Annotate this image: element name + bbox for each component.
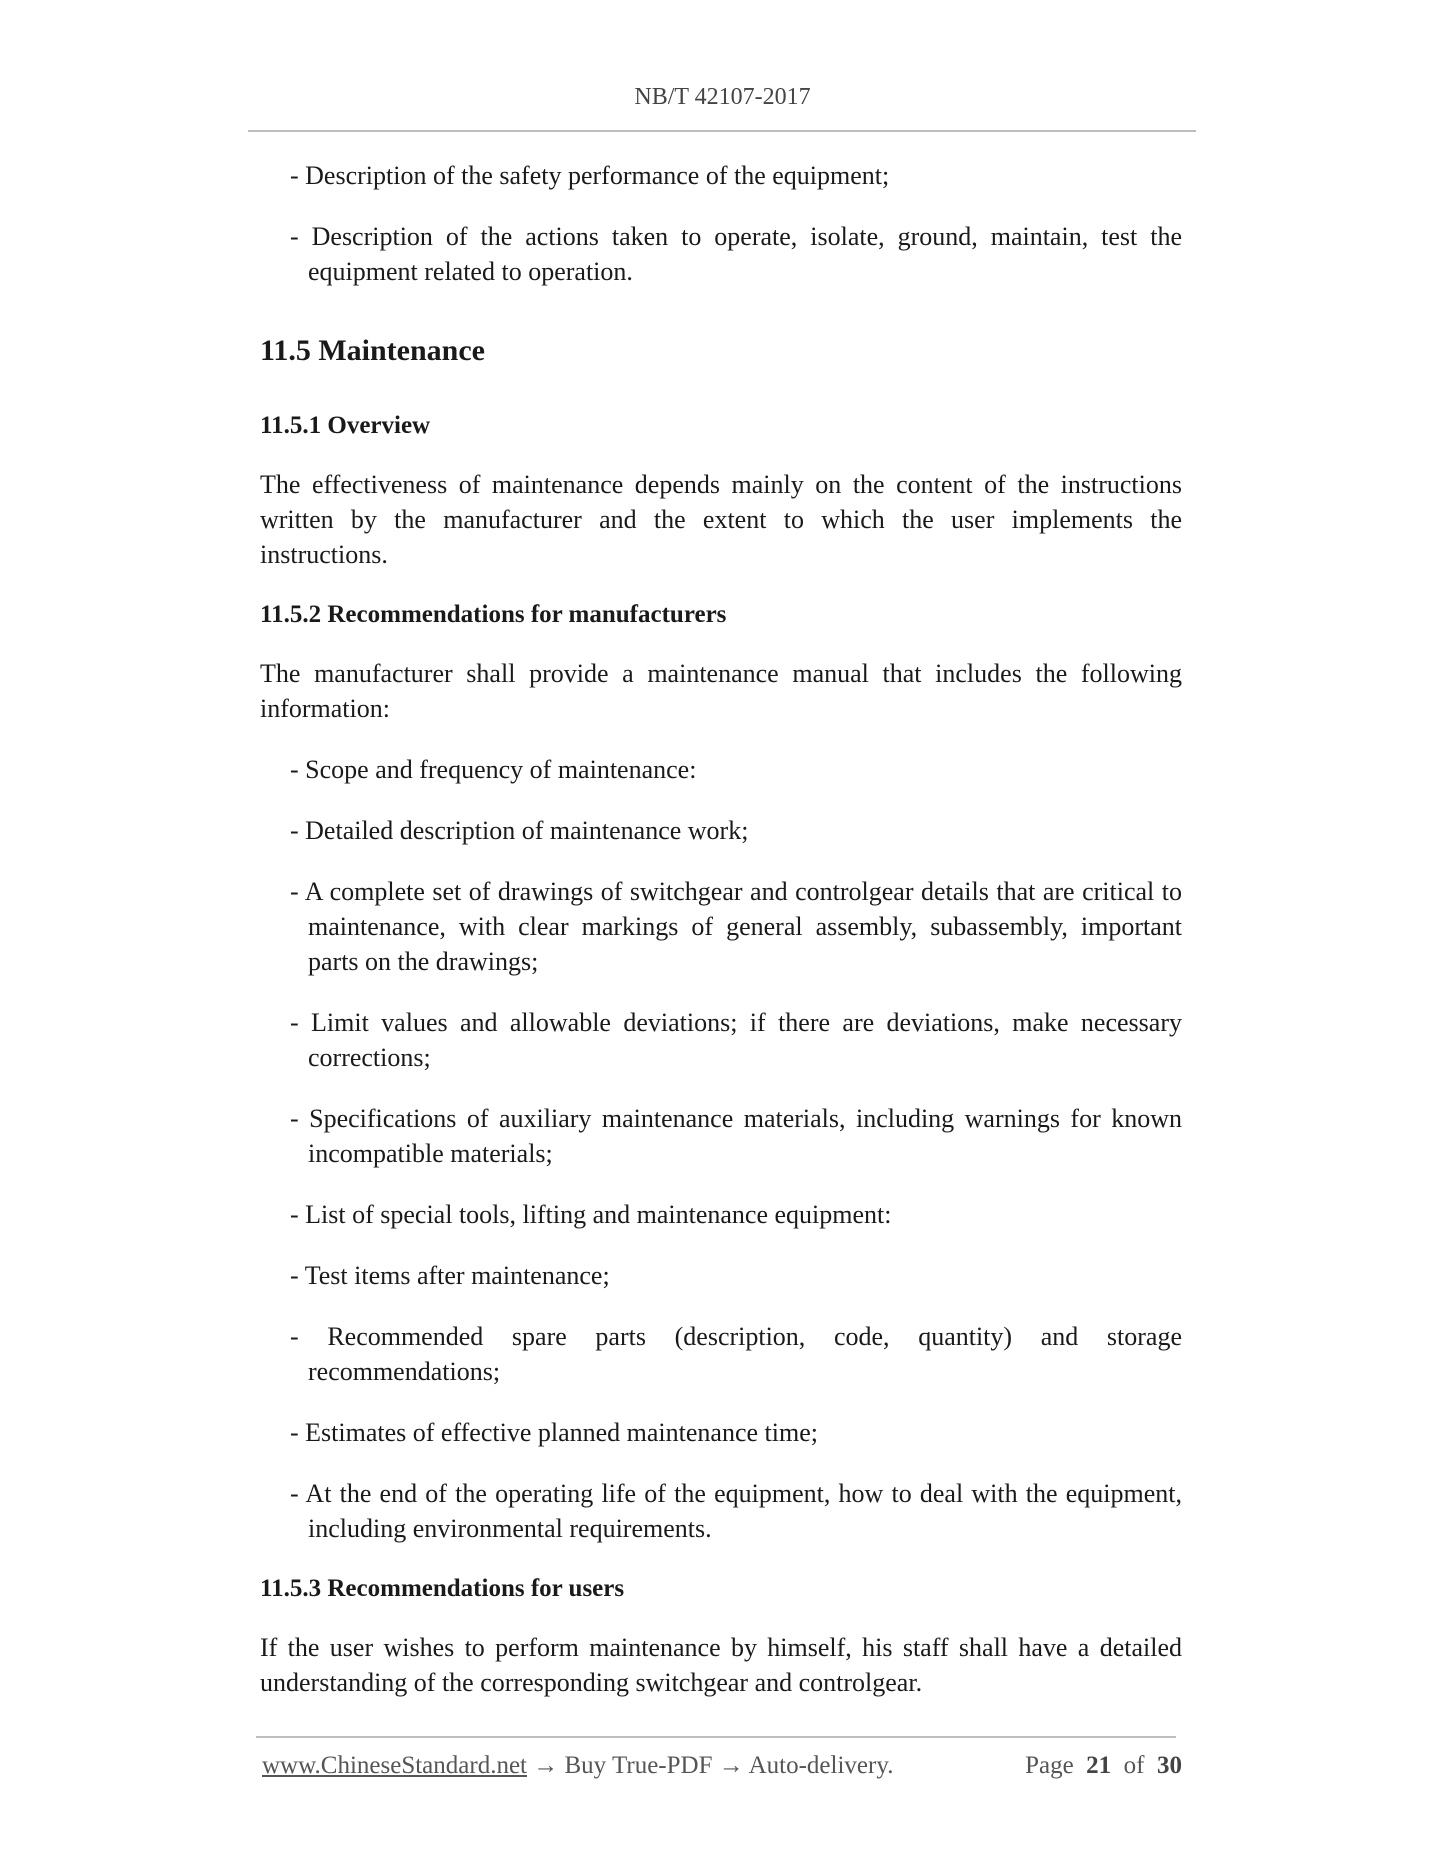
- manufacturers-intro-paragraph: The manufacturer shall provide a maintenance manual that includes the following information:: [260, 659, 1182, 723]
- document-code-header: NB/T 42107-2017: [634, 84, 811, 110]
- list-item: - Detailed description of maintenance work;: [290, 816, 749, 845]
- intro-bullet: - Description of the actions taken to operate, isolate, ground, maintain, test the equipment related to operation.: [290, 222, 1182, 286]
- page-footer: [262, 1752, 1182, 1786]
- site-link[interactable]: www.ChineseStandard.net: [262, 1752, 527, 1779]
- list-item: - A complete set of drawings of switchgear and controlgear details that are critical to maintenance, with clear markings of general assembly, subassembly, important parts on the drawings;: [290, 877, 1182, 976]
- list-item: - Estimates of effective planned maintenance time;: [290, 1418, 818, 1447]
- subsection-heading-users: 11.5.3 Recommendations for users: [260, 1575, 625, 1602]
- page-total: 30: [1157, 1752, 1182, 1779]
- section-heading-maintenance: 11.5 Maintenance: [260, 334, 485, 367]
- manufacturer-requirements-list: [260, 752, 1182, 1546]
- header-divider: [248, 130, 1196, 132]
- list-item: - At the end of the operating life of the equipment, how to deal with the equipment, including environmental requirements.: [290, 1479, 1182, 1543]
- intro-bullet: - Description of the safety performance of the equipment;: [290, 161, 890, 190]
- users-paragraph: If the user wishes to perform maintenance by himself, his staff shall have a detailed understanding of the corresponding switchgear and controlgear.: [260, 1633, 1182, 1697]
- subsection-heading-manufacturers: 11.5.2 Recommendations for manufacturers: [260, 601, 727, 628]
- list-item: - List of special tools, lifting and maintenance equipment:: [290, 1200, 892, 1229]
- overview-paragraph: The effectiveness of maintenance depends mainly on the content of the instructions written by the manufacturer and the extent to which the user implements the instructions.: [260, 470, 1182, 569]
- footer-divider: [256, 1736, 1176, 1738]
- page-number: 21: [1086, 1752, 1112, 1779]
- list-item: - Scope and frequency of maintenance:: [290, 755, 697, 784]
- list-item: - Test items after maintenance;: [290, 1261, 610, 1290]
- page-indicator: [1025, 1752, 1182, 1780]
- footer-promo: [262, 1752, 893, 1780]
- arrow-right-icon: →: [533, 1752, 559, 1779]
- buy-text: Buy True-PDF: [564, 1752, 713, 1779]
- list-item: - Recommended spare parts (description, code, quantity) and storage recommendations;: [290, 1322, 1182, 1386]
- of-label: of: [1123, 1752, 1145, 1779]
- delivery-text: Auto-delivery.: [748, 1752, 894, 1779]
- list-item: - Specifications of auxiliary maintenance materials, including warnings for known incompatible materials;: [290, 1104, 1182, 1168]
- page-label: Page: [1025, 1752, 1074, 1779]
- arrow-right-icon: →: [718, 1752, 744, 1779]
- subsection-heading-overview: 11.5.1 Overview: [260, 412, 431, 439]
- list-item: - Limit values and allowable deviations; if there are deviations, make necessary corrections;: [290, 1008, 1182, 1072]
- page-body: [260, 158, 1182, 1726]
